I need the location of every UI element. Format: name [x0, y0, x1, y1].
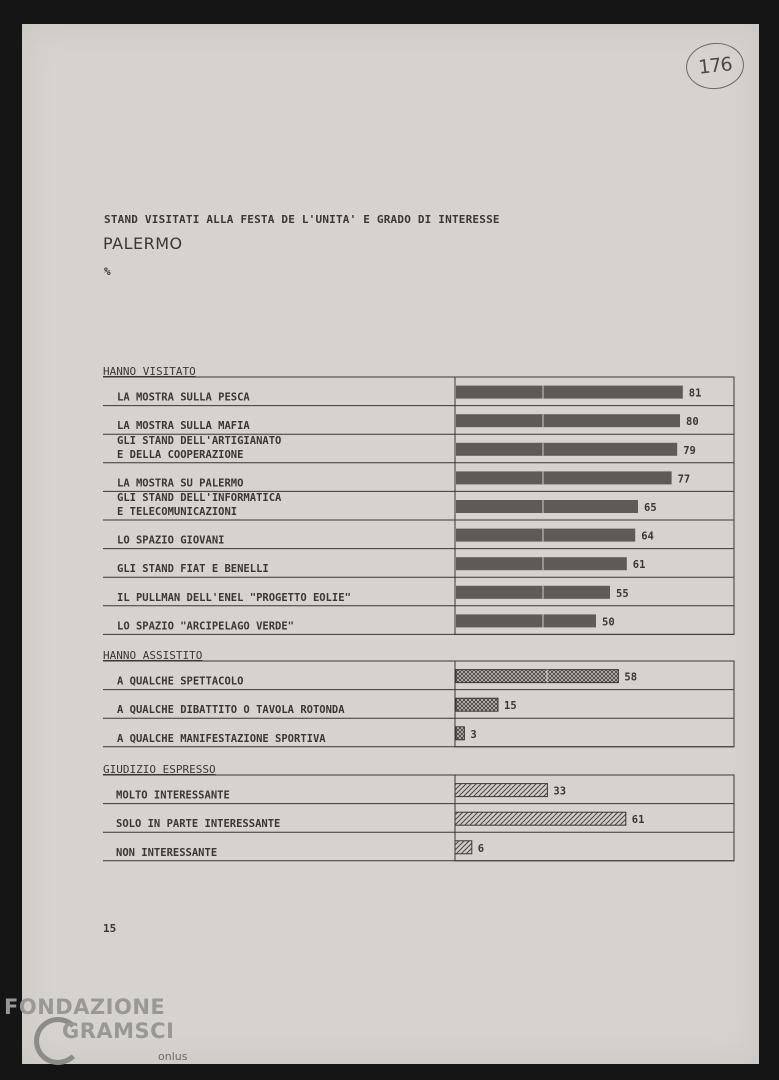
bar: [456, 698, 498, 711]
value-label: 3: [470, 728, 477, 741]
value-label: 79: [683, 444, 696, 457]
category-label: E TELECOMUNICAZIONI: [117, 506, 238, 518]
category-label: IL PULLMAN DELL'ENEL "PROGETTO EOLIE": [117, 591, 351, 604]
category-label: A QUALCHE DIBATTITO O TAVOLA ROTONDA: [117, 704, 345, 717]
fondazione-gramsci-logo: [4, 995, 204, 1075]
bar: [456, 471, 672, 484]
logo-line-1: FONDAZIONE: [4, 995, 166, 1019]
stamp-number: 176: [697, 53, 733, 79]
bar: [456, 614, 596, 627]
bar: [455, 841, 472, 854]
category-label: LA MOSTRA SULLA MAFIA: [117, 420, 250, 433]
bar: [456, 443, 677, 456]
value-label: 33: [553, 785, 567, 798]
logo-line-3: onlus: [158, 1050, 188, 1063]
page-title: STAND VISITATI ALLA FESTA DE L'UNITA' E GRADO DI INTERESSE: [104, 213, 500, 226]
category-label: SOLO IN PARTE INTERESSANTE: [116, 818, 281, 831]
value-label: 15: [504, 700, 517, 713]
value-label: 61: [631, 814, 645, 827]
logo-line-2: GRAMSCI: [62, 1019, 175, 1043]
bar: [456, 670, 618, 683]
section-title-judgement: GIUDIZIO ESPRESSO: [103, 763, 216, 776]
section-title-attended: HANNO ASSISTITO: [103, 649, 203, 662]
unit-label: %: [104, 265, 111, 278]
category-label: GLI STAND DELL'ARTIGIANATO: [117, 434, 282, 447]
page-subtitle: PALERMO: [103, 234, 183, 253]
category-label: E DELLA COOPERAZIONE: [117, 448, 244, 461]
category-label: NON INTERESSANTE: [116, 846, 218, 859]
value-label: 55: [616, 587, 629, 600]
value-label: 80: [686, 416, 699, 429]
category-label: LA MOSTRA SU PALERMO: [117, 477, 244, 490]
category-label: LO SPAZIO "ARCIPELAGO VERDE": [117, 620, 295, 633]
value-label: 77: [677, 473, 691, 486]
bar: [456, 727, 464, 740]
bar: [456, 414, 680, 427]
bar: [456, 586, 610, 599]
bar: [455, 812, 626, 825]
bar: [456, 529, 635, 542]
value-label: 50: [602, 616, 615, 629]
value-label: 64: [641, 530, 654, 543]
category-label: LA MOSTRA SULLA PESCA: [117, 391, 250, 404]
category-label: MOLTO INTERESSANTE: [116, 789, 230, 802]
bar: [456, 557, 627, 570]
page-number: 15: [103, 922, 117, 935]
value-label: 65: [644, 502, 657, 514]
bar: [456, 500, 638, 513]
value-label: 61: [632, 559, 646, 572]
bar: [456, 386, 683, 399]
value-label: 58: [624, 671, 638, 684]
bar: [455, 784, 547, 797]
category-label: GLI STAND DELL'INFORMATICA: [117, 492, 282, 504]
value-label: 81: [688, 387, 702, 400]
value-label: 6: [477, 842, 485, 855]
category-label: A QUALCHE SPETTACOLO: [117, 675, 244, 688]
category-label: A QUALCHE MANIFESTAZIONE SPORTIVA: [117, 732, 326, 745]
section-title-visited: HANNO VISITATO: [103, 365, 196, 378]
category-label: LO SPAZIO GIOVANI: [117, 534, 225, 547]
category-label: GLI STAND FIAT E BENELLI: [117, 563, 269, 576]
